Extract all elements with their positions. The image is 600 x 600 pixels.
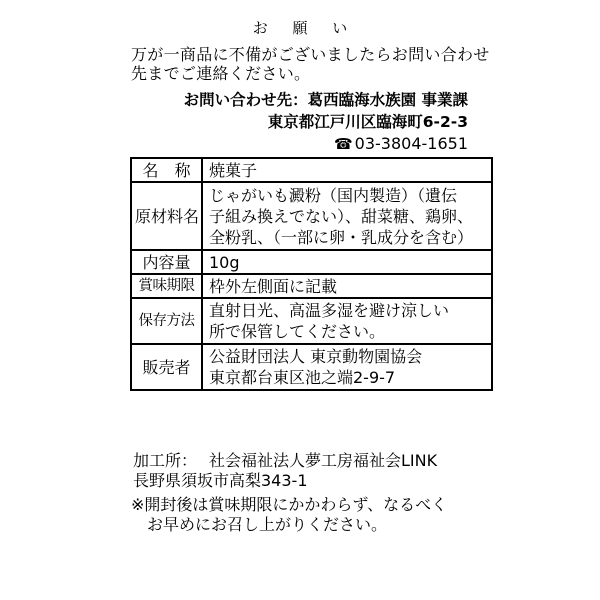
value-line: 東京都台東区池之端2-9-7 bbox=[209, 368, 396, 387]
notice-title: お 願 い bbox=[252, 19, 358, 37]
storage-note-line-2: お早めにお召し上がりください。 bbox=[147, 515, 388, 534]
row-value bbox=[202, 274, 492, 298]
manufacturer-address: 長野県須坂市高梨343-1 bbox=[133, 471, 308, 490]
telephone-icon: ☎ bbox=[333, 135, 353, 153]
table-row-name bbox=[131, 158, 492, 182]
storage-note-line-1: ※開封後は賞味期限にかかわらず、なるべく bbox=[131, 495, 448, 514]
row-value bbox=[202, 298, 492, 344]
value-line: じゃがいも澱粉（国内製造）（遺伝 bbox=[209, 185, 458, 205]
table-row-quantity bbox=[131, 250, 492, 274]
table-row-ingredients bbox=[131, 182, 492, 250]
value-line: 公益財団法人 東京動物園協会 bbox=[209, 347, 423, 366]
value-line: 全粉乳、（一部に卵・乳成分を含む） bbox=[209, 227, 474, 247]
row-value bbox=[202, 344, 492, 390]
contact-phone bbox=[334, 136, 468, 152]
table-row-seller bbox=[131, 344, 492, 390]
row-label: 内容量 bbox=[131, 250, 202, 274]
manufacturer-label: 加工所： bbox=[133, 451, 198, 470]
value-line: 所で保管してください。 bbox=[209, 322, 386, 341]
table-row-storage bbox=[131, 298, 492, 344]
row-label: 原材料名 bbox=[131, 182, 202, 250]
value-line: 焼菓子 bbox=[209, 160, 258, 180]
row-label: 販売者 bbox=[131, 344, 202, 390]
value-line: 子組み換えでない）、甜菜糖、鶏卵、 bbox=[209, 206, 474, 226]
value-line: 枠外左側面に記載 bbox=[209, 276, 338, 296]
row-value bbox=[202, 250, 492, 274]
row-label: 賞味期限 bbox=[131, 274, 202, 298]
row-label: 名 称 bbox=[131, 158, 202, 182]
value-line: 10g bbox=[209, 252, 240, 272]
table-row-best-before bbox=[131, 274, 492, 298]
row-label: 保存方法 bbox=[131, 298, 202, 344]
row-value bbox=[202, 158, 492, 182]
contact-heading: お問い合わせ先：葛西臨海水族園 事業課 bbox=[183, 91, 468, 109]
contact-phone-number: 03-3804-1651 bbox=[354, 134, 468, 153]
product-info-table bbox=[130, 157, 493, 391]
value-line: 直射日光、高温多湿を避け涼しい bbox=[209, 301, 450, 320]
manufacturer-name: 社会福祉法人夢工房福祉会LINK bbox=[209, 451, 438, 470]
contact-address: 東京都江戸川区臨海町6-2-3 bbox=[267, 113, 468, 131]
notice-text-line-2: 先までご連絡ください。 bbox=[131, 64, 311, 83]
notice-text-line-1: 万が一商品に不備がございましたらお問い合わせ bbox=[131, 45, 490, 64]
row-value bbox=[202, 182, 492, 250]
